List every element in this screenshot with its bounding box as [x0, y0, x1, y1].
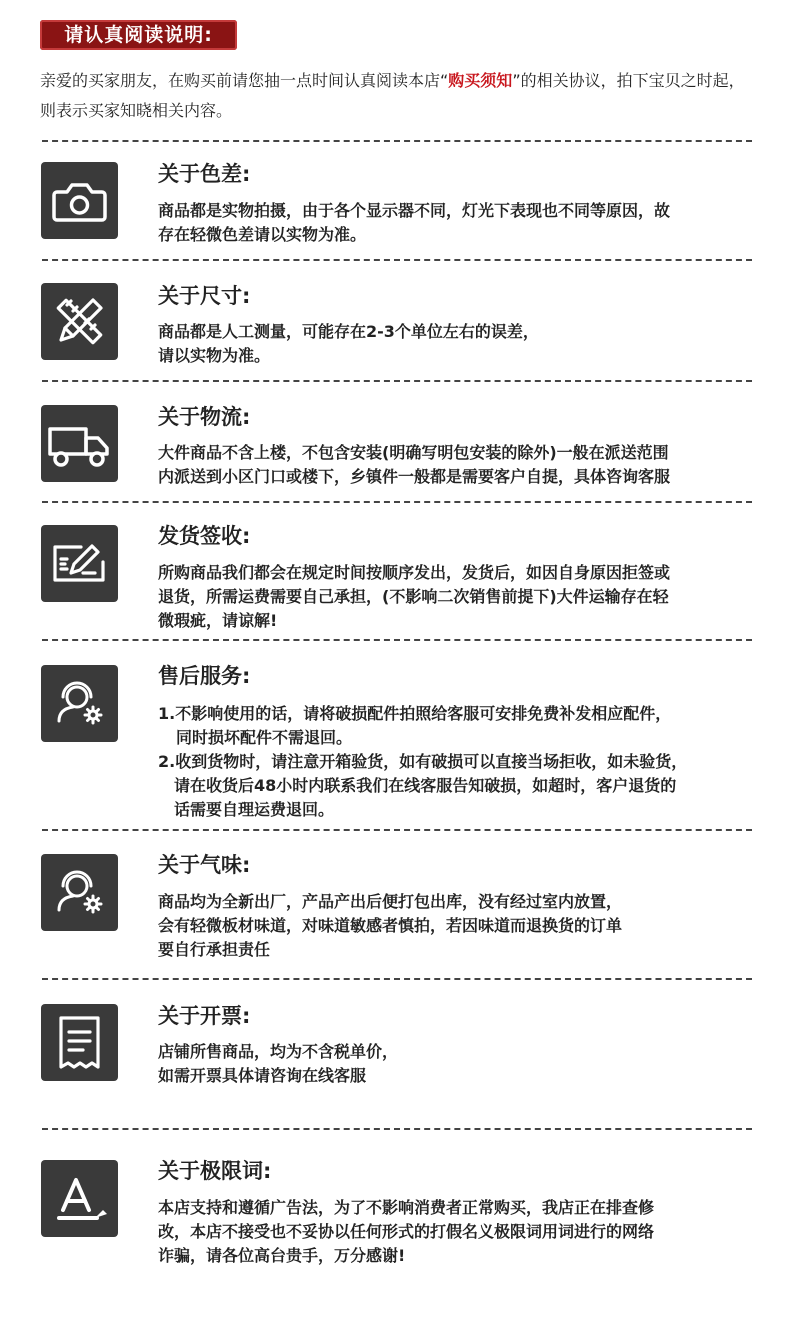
section-body-size: 商品都是人工测量，可能存在2-3个单位左右的误差， 请以实物为准。 [158, 322, 539, 365]
ruler-pencil-icon [41, 283, 118, 360]
aftersale-item-2: 2.收到货物时，请注意开箱验货，如有破损可以直接当场拒收，如未验货， [158, 752, 688, 771]
receipt-icon [41, 1004, 118, 1081]
sign-icon [41, 525, 118, 602]
divider [42, 380, 752, 382]
divider [42, 829, 752, 831]
section-title-color: 关于色差: [158, 162, 251, 186]
section-body-invoice: 店铺所售商品，均为不含税单价， 如需开票具体请咨询在线客服 [158, 1042, 399, 1085]
divider [42, 501, 752, 503]
section-title-limit-words: 关于极限词: [158, 1159, 272, 1183]
section-title-smell: 关于气味: [158, 853, 251, 877]
divider [42, 140, 752, 142]
divider [42, 978, 752, 980]
section-title-aftersale: 售后服务: [158, 664, 251, 688]
divider [42, 259, 752, 261]
service-icon [41, 665, 118, 742]
section-body-logistics: 大件商品不含上楼，不包含安装(明确写明包安装的除外)一般在派送范围 内派送到小区门口或楼下，乡镇件一般都是需要客户自提，具体咨询客服 [158, 443, 671, 486]
section-body-smell: 商品均为全新出厂，产品产出后便打包出库，没有经过室内放置， 会有轻微板材味道，对味道敏感者慎拍，若因味道而退换货的订单 要自行承担责任 [158, 892, 623, 959]
service-icon [41, 854, 118, 931]
camera-icon [41, 162, 118, 239]
aftersale-item-1-cont: 同时损坏配件不需退回。 [176, 728, 353, 747]
section-title-invoice: 关于开票: [158, 1004, 251, 1028]
section-body-limit-words: 本店支持和遵循广告法，为了不影响消费者正常购买，我店正在排查修 改，本店不接受也不妥协以任何形式的打假名义极限词用词进行的网络 诈骗，请各位高台贵手，万分感谢! [158, 1198, 655, 1265]
section-title-size: 关于尺寸: [158, 284, 251, 308]
text-a-icon [41, 1160, 118, 1237]
section-title-logistics: 关于物流: [158, 405, 251, 429]
section-body-color: 商品都是实物拍摄，由于各个显示器不同，灯光下表现也不同等原因，故 存在轻微色差请以实物为准。 [158, 201, 671, 244]
aftersale-item-2-cont: 请在收货后48小时内联系我们在线客服告知破损，如超时，客户退货的 话需要自理运费退回。 [174, 776, 677, 819]
section-body-aftersale [158, 702, 758, 822]
notice-badge: 请认真阅读说明: [40, 20, 237, 50]
section-title-delivery: 发货签收: [158, 524, 251, 548]
aftersale-item-1: 1.不影响使用的话，请将破损配件拍照给客服可安排免费补发相应配件， [158, 704, 672, 723]
truck-icon [41, 405, 118, 482]
intro-text: 亲爱的买家朋友，在购买前请您抽一点时间认真阅读本店“购买须知”的相关协议，拍下宝贝之时起，则表示买家知晓相关内容。 [40, 71, 745, 120]
section-body-delivery: 所购商品我们都会在规定时间按顺序发出，发货后，如因自身原因拒签或 退货，所需运费需要自己承担，(不影响二次销售前提下)大件运输存在轻 微瑕疵，请谅解! [158, 563, 671, 630]
purchase-notice-highlight: 购买须知 [448, 71, 513, 90]
divider [42, 639, 752, 641]
divider [42, 1128, 752, 1130]
